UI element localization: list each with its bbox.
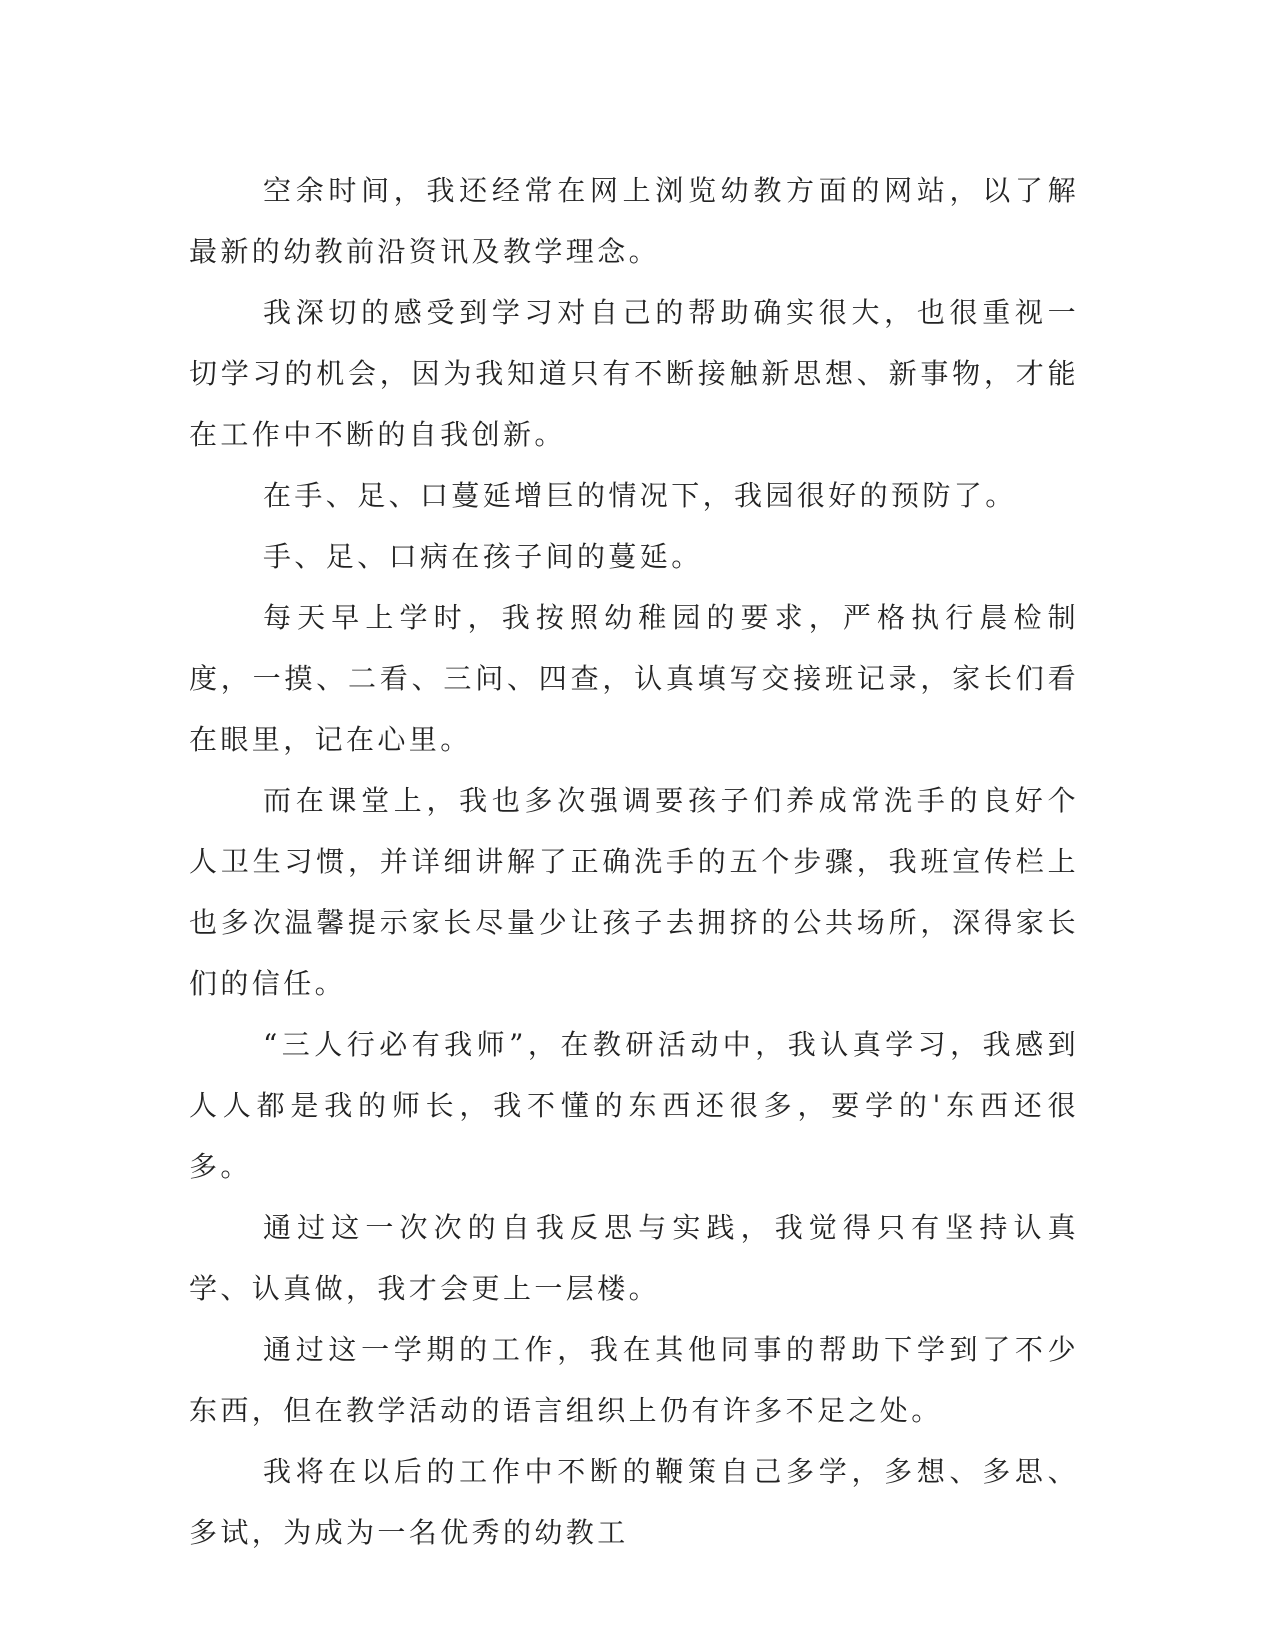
paragraph-3: 在手、足、口蔓延增巨的情况下，我园很好的预防了。 (263, 479, 1017, 512)
paragraph-2: 我深切的感受到学习对自己的帮助确实很大，也很重视一切学习的机会，因为我知道只有不断接触新思想、新事物，才能在工作中不断的自我创新。 (189, 296, 1079, 451)
document-body (189, 160, 1079, 1563)
paragraph-5: 每天早上学时，我按照幼稚园的要求，严格执行晨检制度，一摸、二看、三问、四查，认真填写交接班记录，家长们看在眼里，记在心里。 (189, 601, 1079, 756)
paragraph-8: 通过这一次次的自我反思与实践，我觉得只有坚持认真学、认真做，我才会更上一层楼。 (189, 1211, 1079, 1305)
paragraph-6: 而在课堂上，我也多次强调要孩子们养成常洗手的良好个人卫生习惯，并详细讲解了正确洗手的五个步骤，我班宣传栏上也多次温馨提示家长尽量少让孩子去拥挤的公共场所，深得家长们的信任。 (189, 784, 1079, 1000)
paragraph-4: 手、足、口病在孩子间的蔓延。 (263, 540, 703, 573)
paragraph-9: 通过这一学期的工作，我在其他同事的帮助下学到了不少东西，但在教学活动的语言组织上仍有许多不足之处。 (189, 1333, 1079, 1427)
paragraph-10: 我将在以后的工作中不断的鞭策自己多学，多想、多思、多试，为成为一名优秀的幼教工 (189, 1455, 1079, 1549)
paragraph-7: “三人行必有我师”，在教研活动中，我认真学习，我感到人人都是我的师长，我不懂的东西还很多，要学的'东西还很多。 (189, 1028, 1079, 1183)
paragraph-1: 空余时间，我还经常在网上浏览幼教方面的网站，以了解最新的幼教前沿资讯及教学理念。 (189, 174, 1079, 268)
